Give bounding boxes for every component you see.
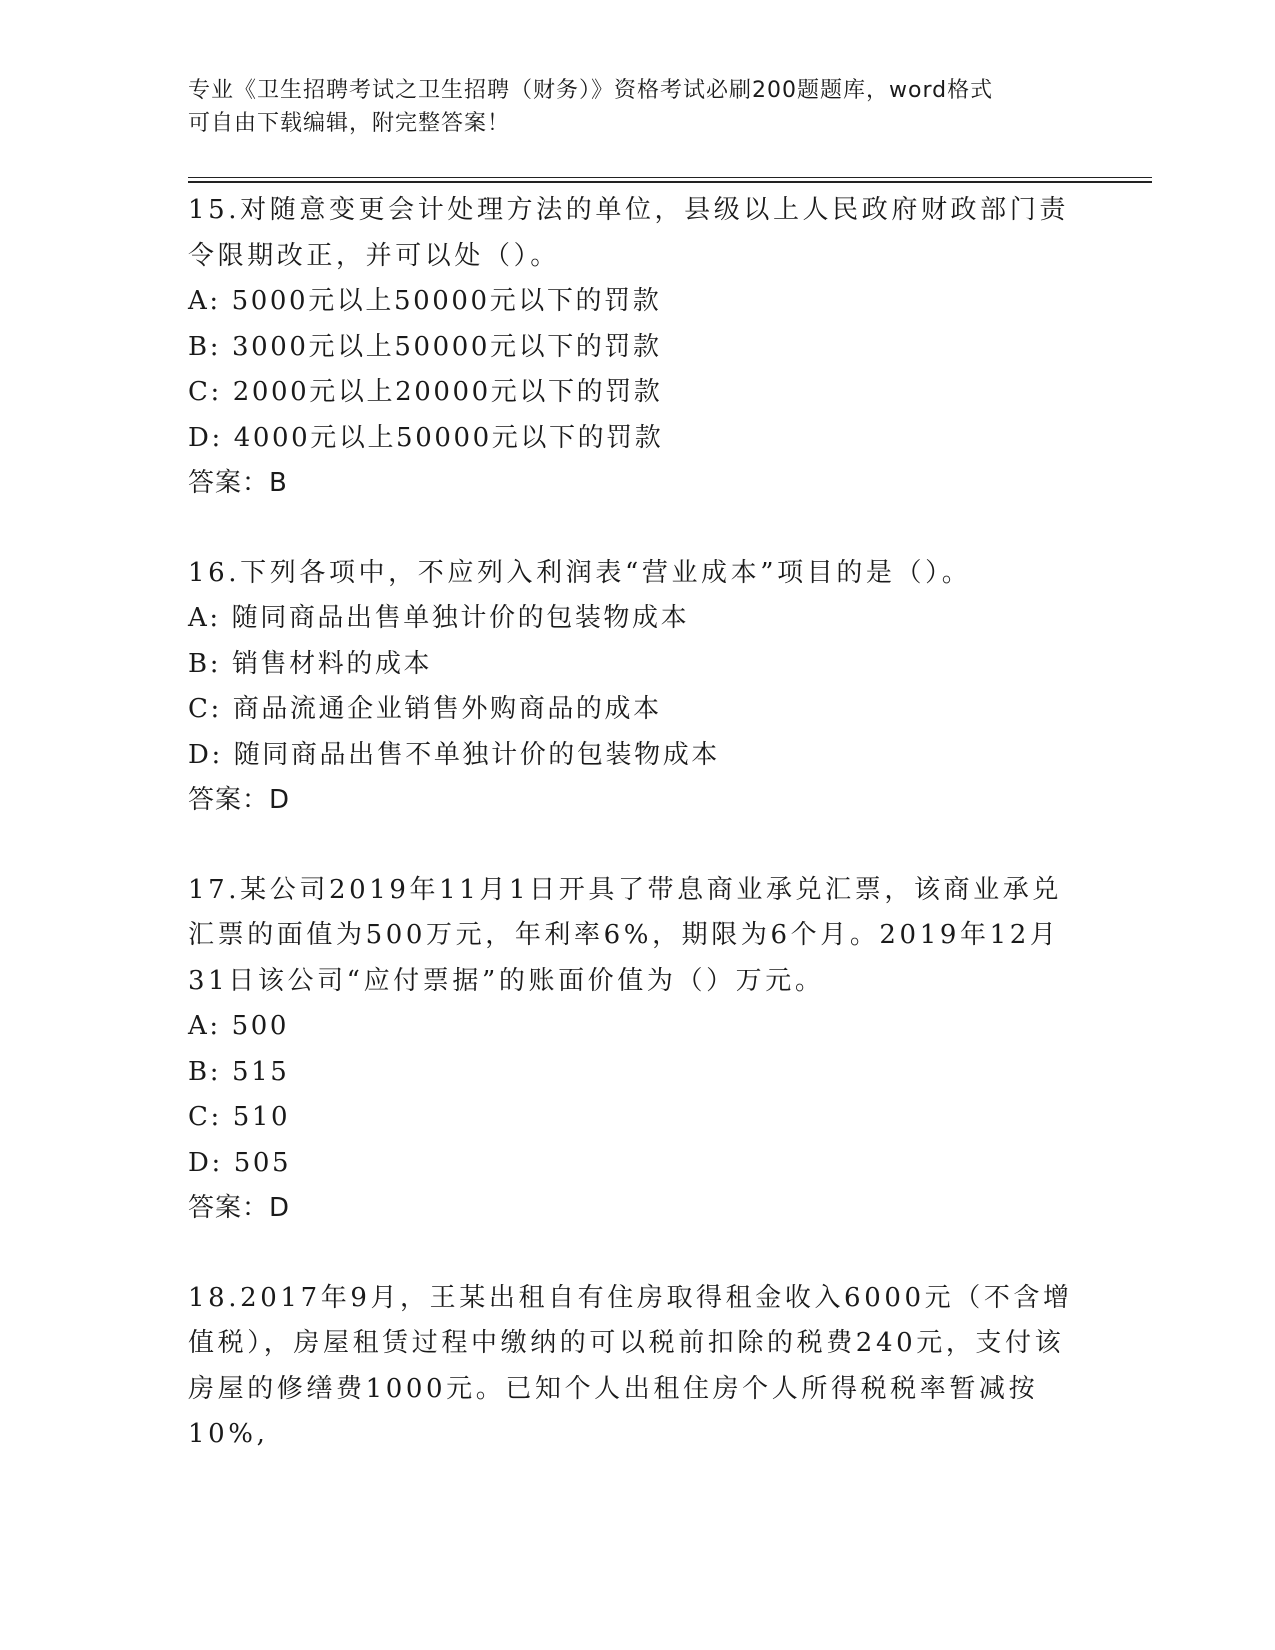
question-18	[188, 1276, 1088, 1458]
answer-label: 答案：D	[188, 785, 291, 815]
option-b	[188, 325, 1088, 371]
answer-label: 答案：D	[188, 1193, 291, 1223]
document-header	[188, 74, 1068, 140]
option-text: 4000元以上50000元以下的罚款	[233, 422, 664, 453]
question-stem: 17.某公司2019年11月1日开具了带息商业承兑汇票，该商业承兑汇票的面值为500万元，年利率6%，期限为6个月。2019年12月31日该公司“应付票据”的账面价值为（）万元。	[188, 874, 1062, 996]
option-text: 515	[231, 1056, 290, 1087]
option-d	[188, 1141, 1088, 1187]
option-a	[188, 1004, 1088, 1050]
question-15	[188, 188, 1088, 507]
option-letter: C:	[188, 377, 222, 407]
option-letter: A:	[188, 286, 221, 316]
option-letter: C:	[188, 694, 222, 724]
option-c	[188, 687, 1088, 733]
option-letter: D:	[188, 1147, 223, 1178]
option-b	[188, 642, 1088, 688]
option-a	[188, 596, 1088, 642]
option-letter: A:	[188, 603, 221, 633]
option-letter: D:	[188, 422, 223, 453]
question-list	[188, 188, 1088, 1502]
header-title-line-2: 可自由下载编辑，附完整答案！	[188, 111, 511, 136]
option-b	[188, 1050, 1088, 1096]
option-c	[188, 370, 1088, 416]
question-stem: 18.2017年9月，王某出租自有住房取得租金收入6000元（不含增值税），房屋租赁过程中缴纳的可以税前扣除的税费240元，支付该房屋的修缮费1000元。已知个人出租住房个人所得税税率暂减按10%,	[188, 1282, 1073, 1449]
option-text: 5000元以上50000元以下的罚款	[231, 286, 662, 316]
option-letter: C:	[188, 1102, 222, 1132]
option-letter: B:	[188, 1056, 222, 1087]
option-letter: A:	[188, 1011, 221, 1041]
header-divider-thin	[188, 177, 1152, 178]
question-stem: 15.对随意变更会计处理方法的单位，县级以上人民政府财政部门责令限期改正，并可以处（）。	[188, 195, 1069, 271]
option-letter: B:	[188, 331, 222, 362]
question-16	[188, 551, 1088, 824]
option-text: 2000元以上20000元以下的罚款	[232, 377, 663, 407]
option-text: 3000元以上50000元以下的罚款	[231, 331, 662, 362]
option-text: 505	[233, 1147, 292, 1178]
option-text: 销售材料的成本	[231, 648, 433, 679]
option-text: 510	[232, 1102, 291, 1132]
answer-label: 答案：B	[188, 468, 288, 498]
question-17	[188, 868, 1088, 1232]
option-text: 随同商品出售单独计价的包装物成本	[231, 603, 690, 633]
option-a	[188, 279, 1088, 325]
option-c	[188, 1095, 1088, 1141]
option-text: 商品流通企业销售外购商品的成本	[232, 694, 662, 724]
option-d	[188, 416, 1088, 462]
option-letter: B:	[188, 648, 222, 679]
option-text: 500	[231, 1011, 290, 1041]
option-d	[188, 733, 1088, 779]
header-title-line-1: 专业《卫生招聘考试之卫生招聘（财务）》资格考试必刷200题题库，word格式	[188, 78, 994, 103]
question-stem: 16.下列各项中，不应列入利润表“营业成本”项目的是（）。	[188, 557, 972, 588]
option-text: 随同商品出售不单独计价的包装物成本	[233, 739, 720, 770]
header-divider-thick	[188, 181, 1152, 183]
option-letter: D:	[188, 739, 223, 770]
